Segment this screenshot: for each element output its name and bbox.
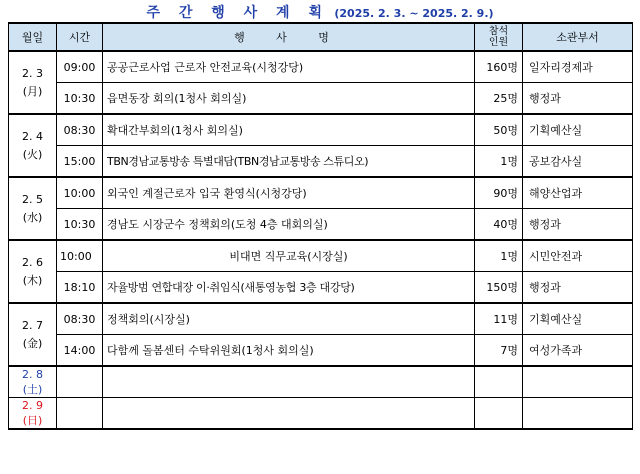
date-cell [9, 240, 57, 303]
table-row [9, 272, 633, 304]
event-name-cell [103, 398, 475, 430]
header-event [103, 23, 475, 51]
event-name-cell: 경남도 시장군수 정책회의(도청 4층 대회의실) [103, 209, 475, 241]
time-cell: 08:30 [57, 114, 103, 146]
weekday-label: (土) [22, 383, 43, 396]
attendee-count-cell: 160명 [475, 51, 523, 83]
event-name-cell: TBN경남교통방송 특별대담(TBN경남교통방송 스튜디오) [103, 146, 475, 178]
weekday-label: (火) [22, 147, 43, 161]
weekly-schedule-table [8, 22, 633, 430]
time-cell: 10:30 [57, 209, 103, 241]
date-cell [9, 51, 57, 114]
date-cell [9, 398, 57, 430]
event-name-cell: 읍면동장 회의(1청사 회의실) [103, 83, 475, 115]
time-cell: 08:30 [57, 303, 103, 335]
attendee-count-cell: 25명 [475, 83, 523, 115]
dept-cell: 행정과 [523, 209, 633, 241]
page-title [0, 2, 640, 22]
header-attendees-line1: 참석 [488, 26, 509, 37]
dept-cell [523, 398, 633, 430]
event-name-cell: 자율방범 연합대장 이·취임식(새통영농협 3층 대강당) [103, 272, 475, 304]
time-cell: 10:30 [57, 83, 103, 115]
header-date: 월일 [9, 23, 57, 51]
time-cell: 14:00 [57, 335, 103, 367]
event-name-cell: 공공근로사업 근로자 안전교육(시청강당) [103, 51, 475, 83]
dept-cell: 일자리경제과 [523, 51, 633, 83]
attendee-count-cell: 50명 [475, 114, 523, 146]
header-attendees [475, 23, 523, 51]
date-cell [9, 177, 57, 240]
date-label: 2. 4 [22, 129, 43, 143]
event-name-cell: 정책회의(시장실) [103, 303, 475, 335]
header-event-label: 행 사 명 [234, 31, 343, 44]
dept-cell: 여성가족과 [523, 335, 633, 367]
header-attendees-line2: 인원 [488, 37, 509, 48]
dept-cell: 행정과 [523, 272, 633, 304]
weekday-label: (金) [22, 336, 43, 350]
date-label: 2. 3 [22, 66, 43, 80]
dept-cell: 행정과 [523, 83, 633, 115]
table-row [9, 303, 633, 335]
time-cell: 09:00 [57, 51, 103, 83]
event-name-cell [103, 366, 475, 398]
time-cell [57, 366, 103, 398]
dept-cell: 해양산업과 [523, 177, 633, 209]
dept-cell [523, 366, 633, 398]
attendee-count-cell: 150명 [475, 272, 523, 304]
header-row [9, 23, 633, 51]
table-row [9, 177, 633, 209]
event-name-cell: 비대면 직무교육(시장실) [103, 240, 475, 272]
date-label: 2. 7 [22, 318, 43, 332]
time-cell: 18:10 [57, 272, 103, 304]
attendee-count-cell: 1명 [475, 146, 523, 178]
table-row [9, 240, 633, 272]
date-label: 2. 5 [22, 192, 43, 206]
time-cell [57, 398, 103, 430]
dept-cell: 기획예산실 [523, 114, 633, 146]
date-label: 2. 6 [22, 255, 43, 269]
title-date-range: (2025. 2. 3. ~ 2025. 2. 9.) [334, 7, 494, 20]
attendee-count-cell: 90명 [475, 177, 523, 209]
attendee-count-cell [475, 366, 523, 398]
table-row [9, 51, 633, 83]
attendee-count-cell: 1명 [475, 240, 523, 272]
dept-cell: 공보감사실 [523, 146, 633, 178]
table-row [9, 146, 633, 178]
table-row [9, 366, 633, 398]
table-row [9, 114, 633, 146]
event-name-cell: 확대간부회의(1청사 회의실) [103, 114, 475, 146]
weekday-label: (水) [22, 210, 43, 224]
attendee-count-cell [475, 398, 523, 430]
table-row [9, 209, 633, 241]
table-row [9, 335, 633, 367]
header-dept: 소관부서 [523, 23, 633, 51]
table-row [9, 83, 633, 115]
date-cell [9, 303, 57, 366]
date-cell [9, 366, 57, 398]
date-label: 2. 8 [22, 368, 43, 381]
title-main: 주 간 행 사 계 획 [146, 5, 329, 21]
time-cell: 10:00 [57, 240, 103, 272]
weekday-label: (日) [22, 414, 43, 427]
attendee-count-cell: 11명 [475, 303, 523, 335]
table-row [9, 398, 633, 430]
attendee-count-cell: 40명 [475, 209, 523, 241]
date-cell [9, 114, 57, 177]
dept-cell: 기획예산실 [523, 303, 633, 335]
event-name-cell: 다함께 돌봄센터 수탁위원회(1청사 회의실) [103, 335, 475, 367]
time-cell: 15:00 [57, 146, 103, 178]
time-cell: 10:00 [57, 177, 103, 209]
attendee-count-cell: 7명 [475, 335, 523, 367]
header-time: 시간 [57, 23, 103, 51]
weekday-label: (月) [22, 84, 43, 98]
event-name-cell: 외국인 계절근로자 입국 환영식(시청강당) [103, 177, 475, 209]
date-label: 2. 9 [22, 399, 43, 412]
weekday-label: (木) [22, 273, 43, 287]
dept-cell: 시민안전과 [523, 240, 633, 272]
